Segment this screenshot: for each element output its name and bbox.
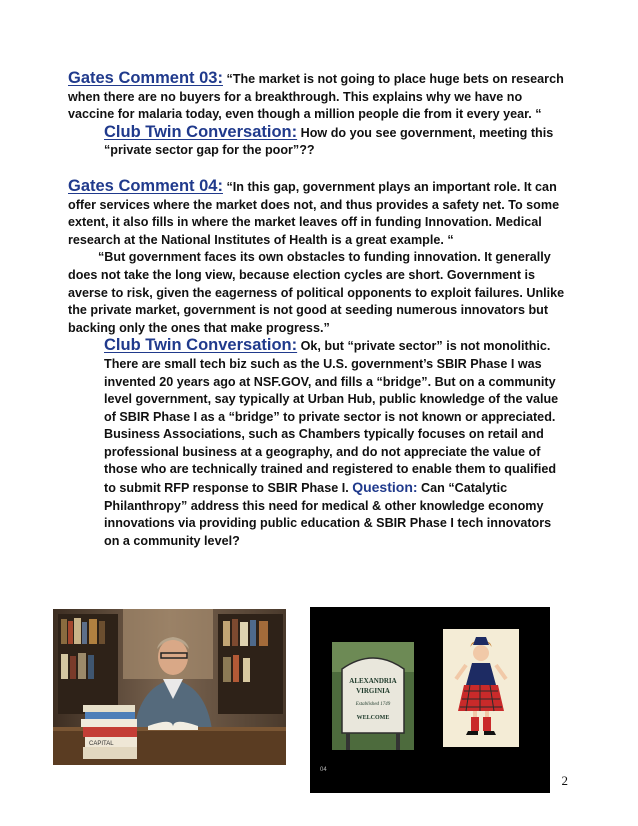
photo-sign-and-figurine [310, 607, 550, 793]
page-number: 2 [561, 773, 568, 788]
club-twin-conversation-2-text: Ok, but “private sector” is not monolithic. There are small tech biz such as the U.S. government’s SBIR Phase I was invented 20 years ago at NSF.GOV, and fills a “bridge”. But on a community level government, say typically at Urban Hub, public knowledge of the value of SBIR Phase I as a “bridge” to private sector is not known or appreciated. Business Associations, such as Chambers typically focuses on retail and professional business at a geography, and do not appreciate the value of those who are technically trained and registered to enable them to qualified to submit RFP response to SBIR Phase I. [104, 339, 559, 496]
club-twin-conversation-2 [68, 337, 568, 550]
gates-comment-03 [68, 70, 568, 124]
photo-man-at-desk [53, 609, 286, 765]
club-twin-conversation-1 [68, 124, 568, 160]
gates-comment-04-text: “In this gap, government plays an important role. It can offer services where the market does not, and thus provides a safety net. To some extent, it also fills in where the market leaves off in funding Innovation. Medical research at the National Institutes of Health is a great example. “ [68, 179, 560, 247]
gates-comment-04 [68, 178, 568, 249]
sign-line-2: VIRGINIA [356, 687, 390, 695]
slide-number: 04 [320, 767, 327, 773]
photo-man-at-desk-illustration [53, 609, 286, 765]
book-spine-label: CAPITAL [89, 741, 114, 747]
document-body [68, 70, 568, 550]
gates-comment-03-heading: Gates Comment 03: [68, 69, 223, 87]
question-label: Question: [352, 479, 418, 496]
photo-sign-and-figurine-illustration [310, 607, 550, 793]
club-twin-conversation-2-heading: Club Twin Conversation: [104, 336, 298, 355]
club-twin-conversation-1-heading: Club Twin Conversation: [104, 122, 298, 141]
sign-line-4: WELCOME [356, 715, 390, 721]
gates-comment-04-heading: Gates Comment 04: [68, 176, 223, 195]
gates-comment-03-text: “The market is not going to place huge bets on research when there are no buyers for a breakthrough. This explains why we have no vaccine for malaria today, even though a million people die from it every year. “ [68, 72, 564, 122]
sign-line-3: Established 1749 [355, 702, 391, 707]
gates-comment-04-continued: “But government faces its own obstacles to funding innovation. It generally does not take the long view, because election cycles are short. Government is averse to risk, given the eagerness of political opponents to exploit failures. Unlike the private market, government is not good at seeding numerous innovators but backing only the ones that make progress.” [68, 250, 565, 335]
club-twin-conversation-1-text: How do you see government, meeting this “private sector gap for the poor”?? [104, 125, 554, 158]
question-text: Can “Catalytic Philanthropy” address this need for medical & other knowledge economy innovations via providing public education & SBIR Phase I tech innovators on a community level? [104, 481, 552, 548]
sign-line-1: ALEXANDRIA [349, 677, 397, 685]
